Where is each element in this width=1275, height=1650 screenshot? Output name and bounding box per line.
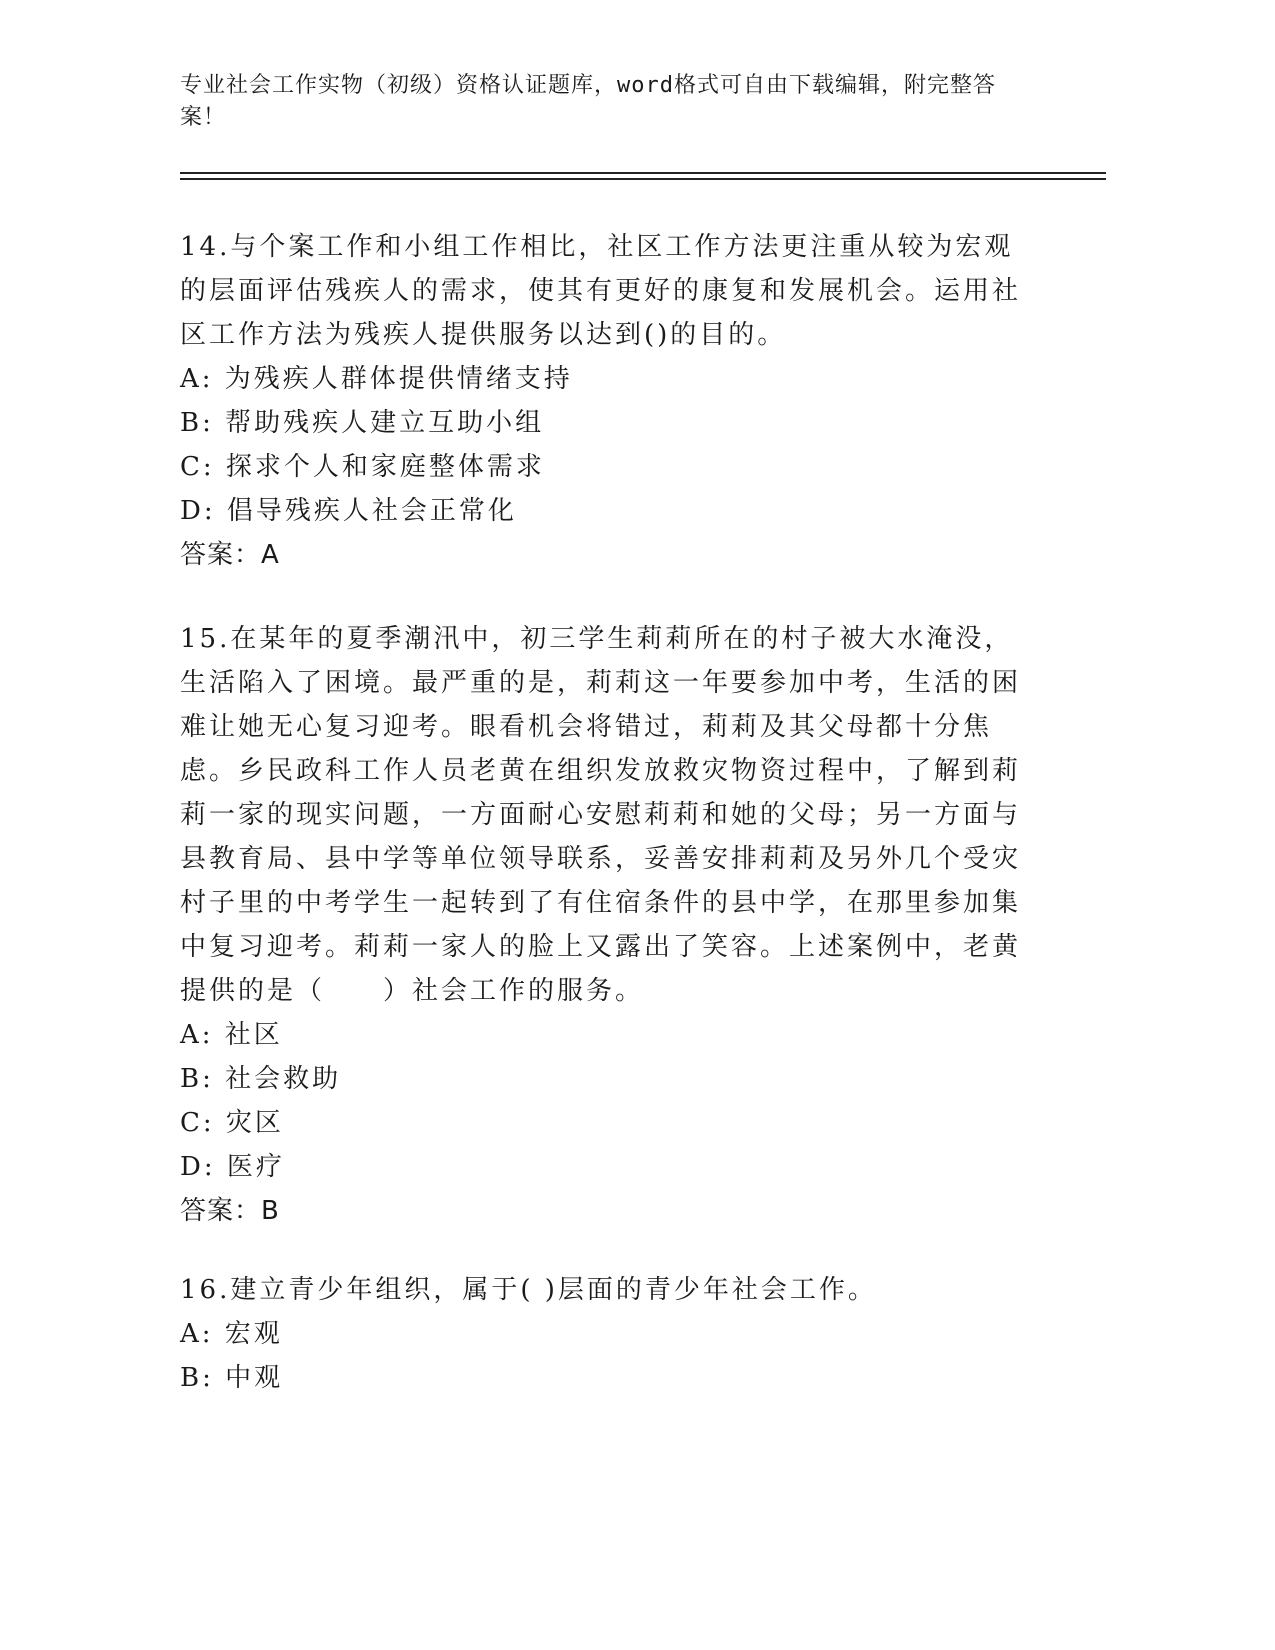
option-c: C: 探求个人和家庭整体需求 [180, 452, 545, 482]
option-c: C: 灾区 [180, 1108, 284, 1138]
answer: 答案：A [180, 540, 280, 570]
header-divider-bottom [180, 178, 1106, 180]
option-b: B: 中观 [180, 1363, 284, 1393]
option-a: A: 宏观 [180, 1319, 283, 1349]
option-d: D: 医疗 [180, 1152, 285, 1182]
header-divider-top [180, 172, 1106, 174]
option-d: D: 倡导残疾人社会正常化 [180, 496, 517, 526]
question-text: 14.与个案工作和小组工作相比，社区工作方法更注重从较为宏观的层面评估残疾人的需求，使其有更好的康复和发展机会。运用社区工作方法为残疾人提供服务以达到()的目的。 [180, 232, 1022, 350]
question-16 [180, 1268, 1040, 1400]
answer: 答案：B [180, 1196, 280, 1226]
option-b: B: 帮助残疾人建立互助小组 [180, 408, 545, 438]
question-text: 15.在某年的夏季潮汛中，初三学生莉莉所在的村子被大水淹没，生活陷入了困境。最严重的是，莉莉这一年要参加中考，生活的困难让她无心复习迎考。眼看机会将错过，莉莉及其父母都十分焦虑。乡民政科工作人员老黄在组织发放救灾物资过程中，了解到莉莉一家的现实问题，一方面耐心安慰莉莉和她的父母；另一方面与县教育局、县中学等单位领导联系，妥善安排莉莉及另外几个受灾村子里的中考学生一起转到了有住宿条件的县中学，在那里参加集中复习迎考。莉莉一家人的脸上又露出了笑容。上述案例中，老黄提供的是（ ）社会工作的服务。 [180, 624, 1022, 1006]
option-b: B: 社会救助 [180, 1064, 342, 1094]
question-text: 16.建立青少年组织，属于( )层面的青少年社会工作。 [180, 1275, 877, 1305]
question-14 [180, 225, 1040, 577]
question-15 [180, 617, 1040, 1233]
option-a: A: 社区 [180, 1020, 283, 1050]
document-header: 专业社会工作实物（初级）资格认证题库，word格式可自由下载编辑，附完整答案！ [180, 73, 996, 130]
option-a: A: 为残疾人群体提供情绪支持 [180, 364, 573, 394]
